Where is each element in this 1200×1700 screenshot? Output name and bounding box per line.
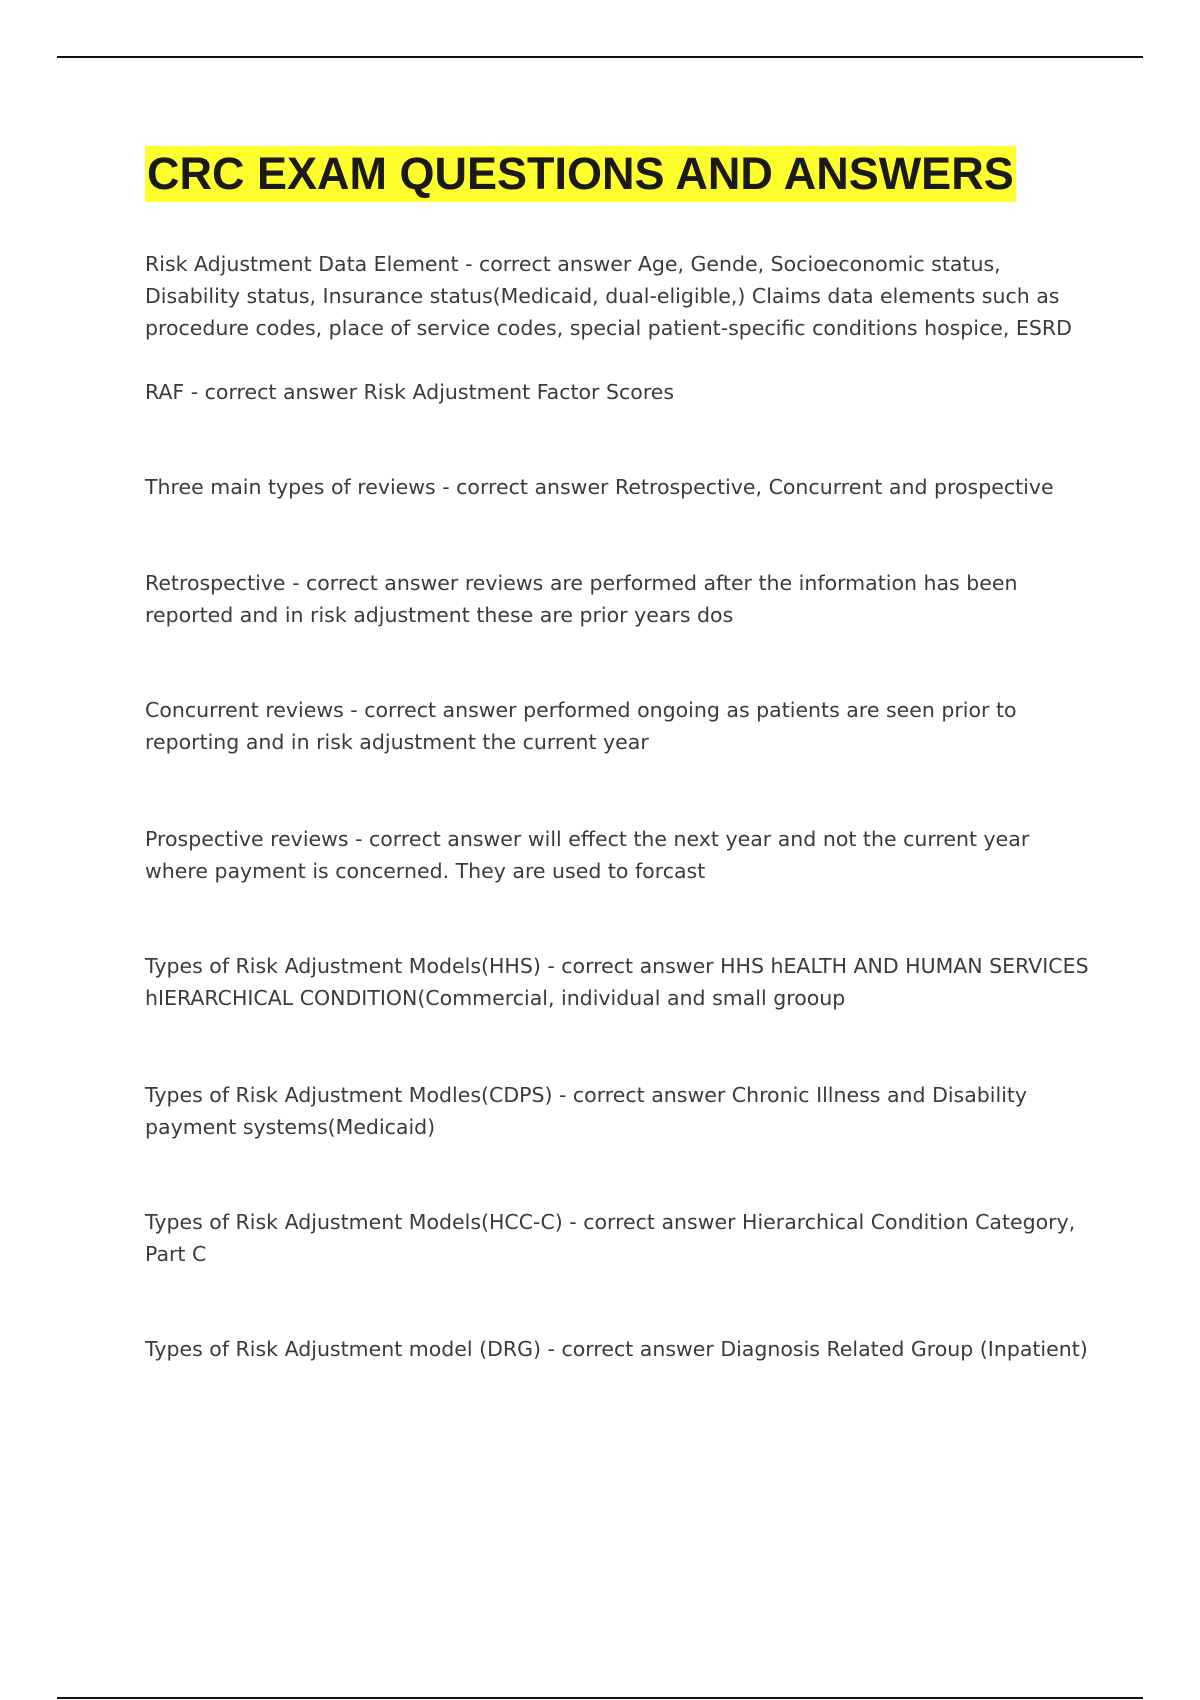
qa-item-risk-adjustment-data-element: Risk Adjustment Data Element - correct answer Age, Gende, Socioeconomic status, Disability status, Insurance status(Medicaid, dual-eligible,) Claims data elements such as procedure codes, place of service codes, special patient-specific conditions hospice, ESRD (145, 252, 1072, 340)
qa-item-prospective: Prospective reviews - correct answer will effect the next year and not the current year where payment is concerned. They are used to forcast (145, 827, 1030, 883)
qa-item-retrospective: Retrospective - correct answer reviews are performed after the information has been reported and in risk adjustment these are prior years dos (145, 571, 1018, 627)
top-divider (57, 56, 1143, 58)
qa-item-cdps-model: Types of Risk Adjustment Modles(CDPS) - correct answer Chronic Illness and Disability payment systems(Medicaid) (145, 1083, 1028, 1139)
title-block (145, 146, 1085, 202)
page-title: CRC EXAM QUESTIONS AND ANSWERS (145, 146, 1016, 202)
qa-item-drg-model: Types of Risk Adjustment model (DRG) - correct answer Diagnosis Related Group (Inpatient) (145, 1337, 1088, 1361)
qa-item-hcc-c-model: Types of Risk Adjustment Models(HCC-C) - correct answer Hierarchical Condition Category, Part C (145, 1210, 1076, 1266)
qa-item-three-main-types: Three main types of reviews - correct answer Retrospective, Concurrent and prospective (145, 475, 1054, 499)
bottom-divider (57, 1697, 1143, 1699)
qa-list (145, 248, 1095, 1397)
qa-item-hhs-model: Types of Risk Adjustment Models(HHS) - correct answer HHS hEALTH AND HUMAN SERVICES hIERARCHICAL CONDITION(Commercial, individual and small grooup (145, 954, 1089, 1010)
qa-item-concurrent: Concurrent reviews - correct answer performed ongoing as patients are seen prior to reporting and in risk adjustment the current year (145, 698, 1017, 754)
qa-item-raf: RAF - correct answer Risk Adjustment Factor Scores (145, 380, 675, 404)
